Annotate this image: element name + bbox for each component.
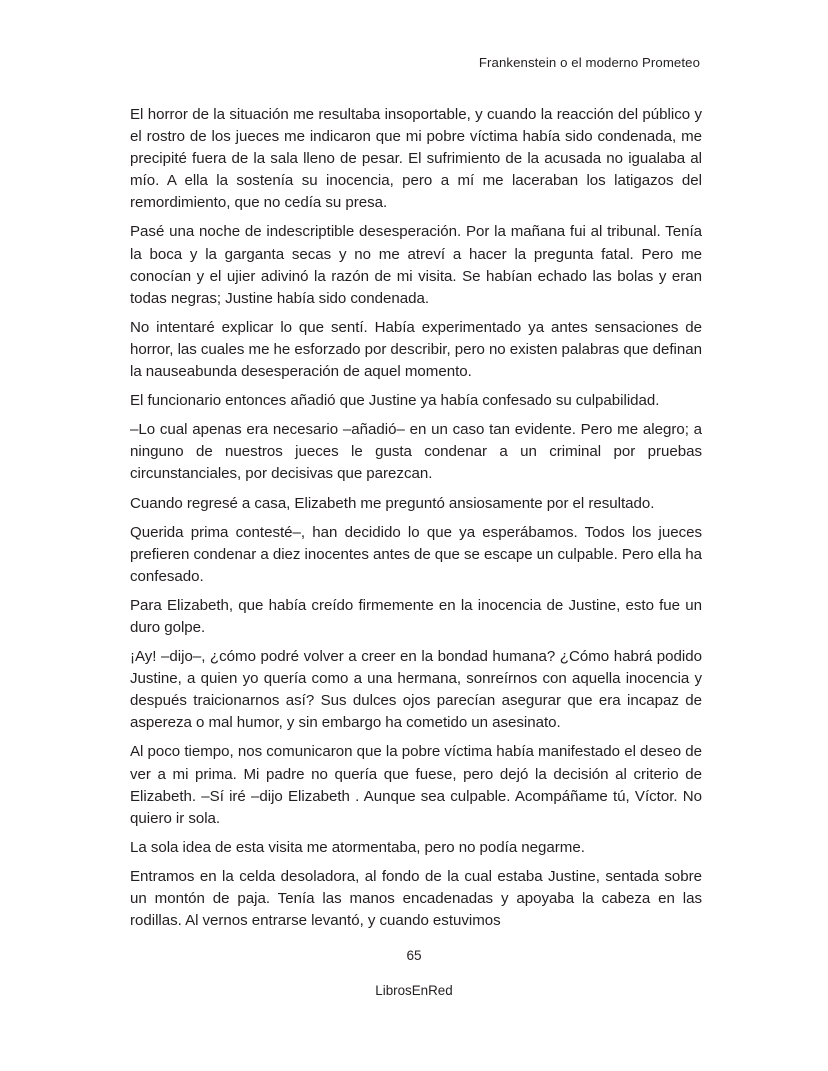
paragraph: Al poco tiempo, nos comunicaron que la pobre víctima había manifestado el deseo de ver a mi prima. Mi padre no quería que fuese, pero dejó la decisión al criterio de Elizabeth. –Sí iré –dijo Elizabeth . Aunque sea culpable. Acompáñame tú, Víctor. No quiero ir sola. — [130, 743, 702, 827]
paragraph: Pasé una noche de indescriptible desesperación. Por la mañana fui al tribunal. Tenía la boca y la garganta secas y no me atreví a hacer la pregunta fatal. Pero me conocían y el ujier adivinó la razón de mi visita. Se habían echado las bolas y eran todas negras; Justine había sido condenada. — [130, 223, 702, 307]
page-number: 65 — [406, 948, 422, 963]
paragraph: La sola idea de esta visita me atormentaba, pero no podía negarme. — [130, 838, 585, 856]
paragraph: Cuando regresé a casa, Elizabeth me preguntó ansiosamente por el resultado. — [130, 494, 655, 512]
paragraph: No intentaré explicar lo que sentí. Había experimentado ya antes sensaciones de horror, las cuales me he esforzado por describir, pero no existen palabras que definan la nauseabunda desesperación de aquel momento. — [130, 318, 702, 381]
paragraph: Para Elizabeth, que había creído firmemente en la inocencia de Justine, esto fue un duro golpe. — [130, 596, 702, 636]
paragraph: –Lo cual apenas era necesario –añadió– en un caso tan evidente. Pero me alegro; a ninguno de nuestros jueces le gusta condenar a un criminal por pruebas circunstanciales, por decisivas que parezcan. — [130, 421, 702, 483]
paragraph: El funcionario entonces añadió que Justine ya había confesado su culpabilidad. — [130, 392, 660, 410]
body-text-column — [130, 104, 702, 932]
running-head: Frankenstein o el moderno Prometeo — [478, 55, 700, 70]
paragraph: Querida prima contesté–, han decidido lo que ya esperábamos. Todos los jueces prefieren condenar a diez inocentes antes de que se escape un culpable. Pero ella ha confesado. — [130, 523, 702, 585]
publisher-imprint: LibrosEnRed — [375, 983, 453, 998]
paragraph: Entramos en la celda desoladora, al fondo de la cual estaba Justine, sentada sobre un montón de paja. Tenía las manos encadenadas y apoyaba la cabeza en las rodillas. Al vernos entrarse levantó, y cuando estuvimos — [130, 867, 702, 930]
paragraph: El horror de la situación me resultaba insoportable, y cuando la reacción del público y el rostro de los jueces me indicaron que mi pobre víctima había sido condenada, me precipité fuera de la sala lleno de pesar. El sufrimiento de la acusada no igualaba al mío. A ella la sostenía su inocencia, pero a mí me laceraban los latigazos del remordimiento, que no cedía su presa. — [130, 106, 702, 212]
paragraph: ¡Ay! –dijo–, ¿cómo podré volver a creer en la bondad humana? ¿Cómo habrá podido Justine, a quien yo quería como a una hermana, sonreírnos con aquella inocencia y después traicionarnos así? Sus dulces ojos parecían asegurar que era incapaz de aspereza o mal humor, y sin embargo ha cometido un asesinato. — [130, 648, 702, 732]
